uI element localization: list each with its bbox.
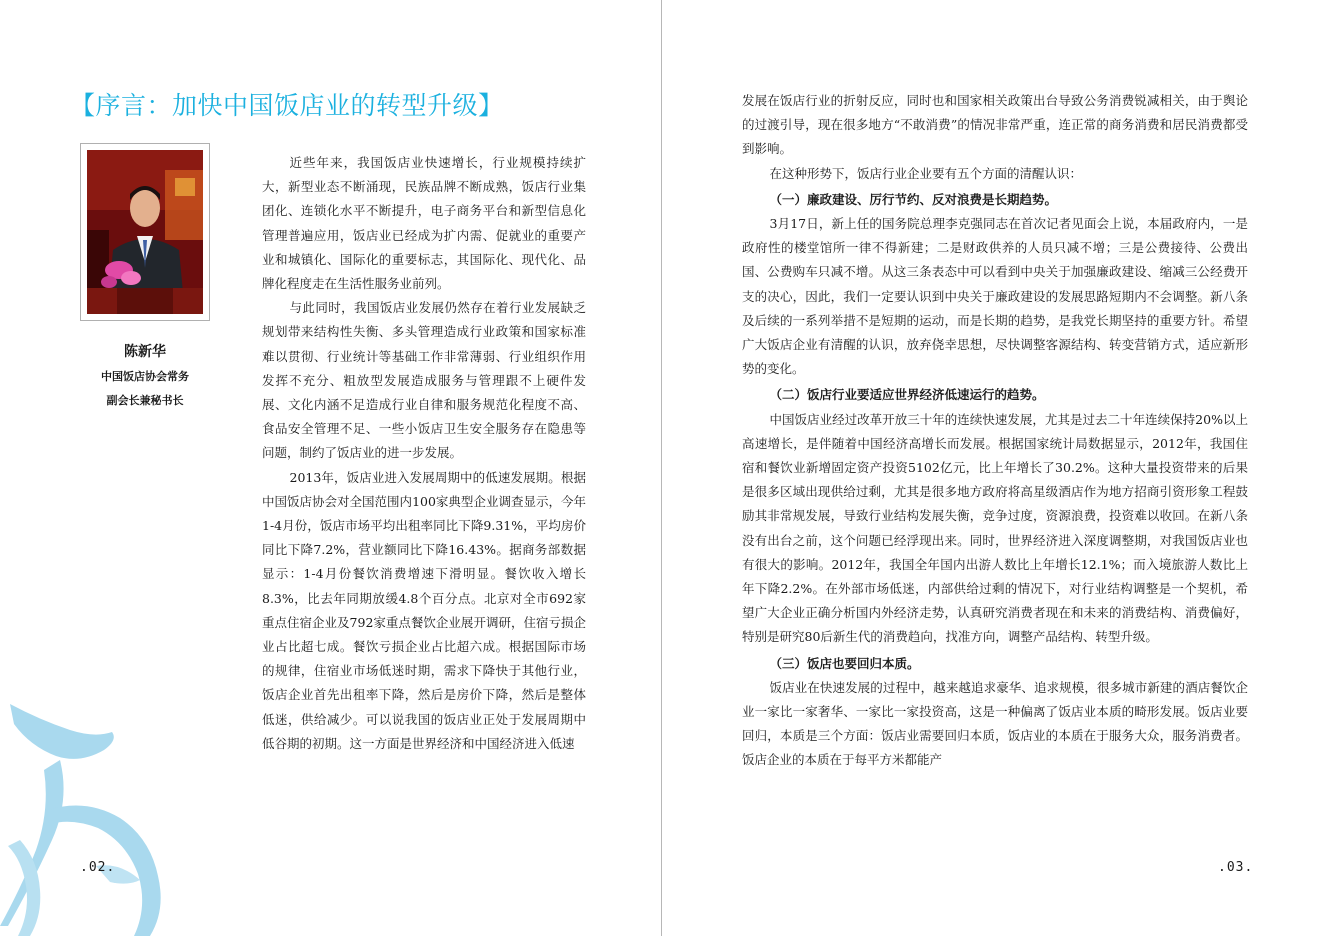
person-name: 陈新华 <box>124 344 166 360</box>
paragraph: 近些年来，我国饭店业快速增长，行业规模持续扩大，新型业态不断涌现，民族品牌不断成熟，饭店行业集团化、连锁化水平不断提升，电子商务平台和新型信息化管理普遍应用，饭店业已经成为扩内需、促就业的重要产业和城镇化、国际化的重要标志，其国际化、现代化、品牌化程度走在生活性服务业前列。 <box>262 155 586 292</box>
person-role-line1: 中国饭店协会常务 <box>101 370 189 383</box>
portrait-photo <box>87 150 203 314</box>
paragraph: 与此同时，我国饭店业发展仍然存在着行业发展缺乏规划带来结构性失衡、多头管理造成行业政策和国家标准难以贯彻、行业统计等基础工作非常薄弱、行业组织作用发挥不充分、粗放型发展造成服务与管理跟不上硬件发展、文化内涵不足造成行业自律和服务规范化程度不高、食品安全管理不足、一些小饭店卫生安全服务存在隐患等问题，制约了饭店业的进一步发展。 <box>262 300 586 461</box>
right-body-text <box>742 89 1248 773</box>
section-heading: （二）饭店行业要适应世界经济低速运行的趋势。 <box>769 387 1045 403</box>
paragraph: 饭店业在快速发展的过程中，越来越追求豪华、追求规模，很多城市新建的酒店餐饮企业一家比一家奢华、一家比一家投资高，这是一种偏离了饭店业本质的畸形发展。饭店业要回归，本质是三个方面：饭店业需要回归本质，饭店业的本质在于服务大众，服务消费者。饭店企业的本质在于每平方米都能产 <box>742 679 1248 768</box>
left-body-text <box>262 151 586 756</box>
page-title: 【序言：加快中国饭店业的转型升级】 <box>70 91 504 120</box>
person-role-line2: 副会长兼秘书长 <box>106 394 184 407</box>
paragraph: 发展在饭店行业的折射反应，同时也和国家相关政策出台导致公务消费锐减相关，由于舆论的过渡引导，现在很多地方“不敢消费”的情况非常严重，连正常的商务消费和居民消费都受到影响。 <box>742 93 1248 157</box>
page-number-left: .02. <box>80 860 116 875</box>
brush-calligraphy-decoration <box>0 690 190 936</box>
section-heading: （三）饭店也要回归本质。 <box>769 655 920 671</box>
portrait-frame <box>80 143 210 321</box>
page-number-right: .03. <box>1218 860 1254 875</box>
paragraph: 中国饭店业经过改革开放三十年的连续快速发展，尤其是过去二十年连续保持20%以上高速增长，是伴随着中国经济高增长而发展。根据国家统计局数据显示，2012年，我国住宿和餐饮业新增固定资产投资5102亿元，比上年增长了30.2%。这种大量投资带来的后果是很多区域出现供给过剩，尤其是很多地方政府将高星级酒店作为地方招商引资形象工程鼓励其非常规发展，导致行业结构发展失衡，竞争过度，资源浪费，投资难以收回。在新八条没有出台之前，这个问题已经浮现出来。同时，世界经济进入深度调整期，对我国饭店业也有很大的影响。2012年，我国全年国内出游人数比上年增长12.1%；而入境旅游人数比上年下降2.2%。在外部市场低迷，内部供给过剩的情况下，对行业结构调整是一个契机，希望广大企业正确分析国内外经济走势，认真研究消费者现在和未来的消费结构、消费偏好，特别是研究80后新生代的消费趋向，找准方向，调整产品结构、转型升级。 <box>742 411 1248 645</box>
section-heading: （一）廉政建设、厉行节约、反对浪费是长期趋势。 <box>769 191 1058 207</box>
left-page <box>0 0 661 936</box>
paragraph: 3月17日，新上任的国务院总理李克强同志在首次记者见面会上说，本届政府内，一是政府性的楼堂馆所一律不得新建；二是财政供养的人员只减不增；三是公费接待、公费出国、公费购车只减不增。从这三条表态中可以看到中央关于加强廉政建设、缩减三公经费开支的决心，因此，我们一定要认识到中央关于廉政建设的发展思路短期内不会调整。新八条及后续的一系列举措不是短期的运动，而是长期的趋势，是我党长期坚持的重要方针。希望广大饭店企业有清醒的认识，放弃侥幸思想，尽快调整客源结构、转变营销方式，适应新形势的变化。 <box>742 216 1248 377</box>
paragraph: 2013年，饭店业进入发展周期中的低速发展期。根据中国饭店协会对全国范围内100家典型企业调查显示，今年1-4月份，饭店市场平均出租率同比下降9.31%，平均房价同比下降7.2%，营业额同比下降16.43%。据商务部数据显示：1-4月份餐饮消费增速下滑明显。餐饮收入增长8.3%，比去年同期放缓4.8个百分点。北京对全市692家重点住宿企业及792家重点餐饮企业展开调研，住宿亏损企业占比超七成。餐饮亏损企业占比超六成。根据国际市场的规律，住宿业市场低迷时期，需求下降快于其他行业，饭店企业首先出租率下降，然后是房价下降，然后是整体低迷，供给减少。可以说我国的饭店业正处于发展周期中低谷期的初期。这一方面是世界经济和中国经济进入低速 <box>262 469 586 751</box>
paragraph: 在这种形势下，饭店行业企业要有五个方面的清醒认识： <box>769 165 1083 181</box>
